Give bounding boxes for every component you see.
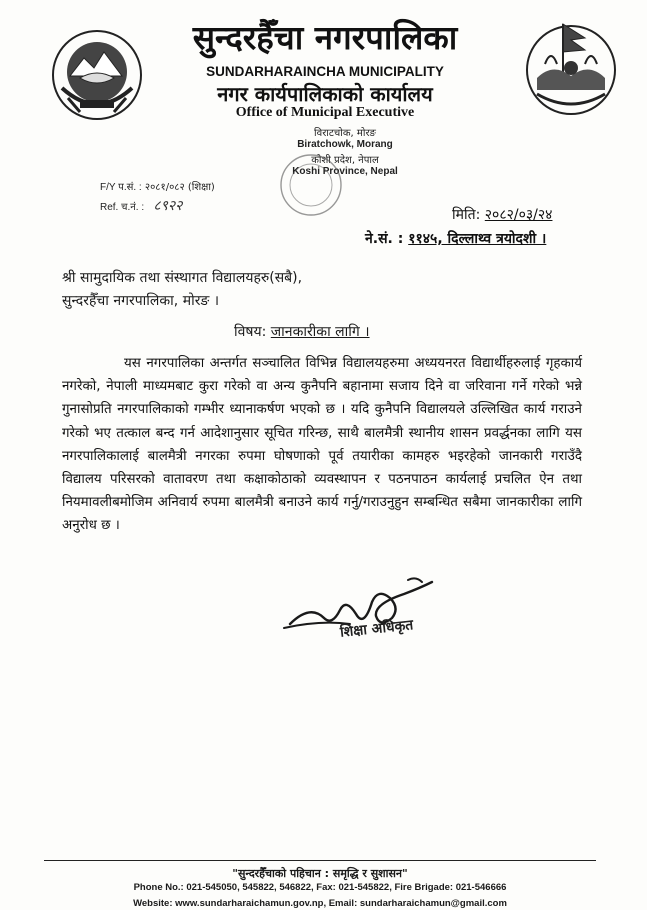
fiscal-year-value: २०८१/०८२ (शिक्षा) — [144, 182, 215, 193]
nepal-sambat-line — [365, 229, 546, 248]
signatory-title: शिक्षा अधिकृत — [339, 617, 415, 641]
municipality-title-english: SUNDARHARAINCHA MUNICIPALITY — [206, 64, 444, 79]
reference-number — [100, 196, 182, 215]
footer-slogan: "सुन्दरहैँचाको पहिचान : समृद्धि र सुशासन" — [232, 867, 408, 880]
address-english: Biratchowk, Morang — [297, 139, 393, 150]
office-title-english: Office of Municipal Executive — [235, 105, 415, 120]
date-line — [452, 205, 552, 224]
footer-website-email: Website: www.sundarharaichamun.gov.np, Email: sundarharaichamun@gmail.com — [133, 898, 507, 909]
province-nepali: कोशी प्रदेश, नेपाल — [311, 155, 379, 166]
fiscal-year — [100, 179, 215, 193]
municipality-title-nepali: सुन्दरहैँचा नगरपालिका — [192, 18, 458, 57]
recipient-line-1: श्री सामुदायिक तथा संस्थागत विद्यालयहरु(सबै), — [62, 270, 303, 286]
letter-body: यस नगरपालिका अन्तर्गत सञ्चालित विभिन्न विद्यालयहरुमा अध्ययनरत विद्यार्थीहरुलाई गृहकार्य नगरेको, नेपाली माध्यमबाट कुरा गरेको वा अन्य कुनैपनि बहानामा सजाय दिने वा जरिवाना गर्ने गरेको भन्ने गुनासोप्रति नगरपालिकाको गम्भीर ध्यानाकर्षण भएको छ । यदि कुनैपनि विद्यालयले उल्लिखित कार्य गराउने गरेको भए तत्काल बन्द गर्न आदेशानुसार सूचित गरिन्छ, साथै बालमैत्री स्थानीय शासन प्रवर्द्धनका लागि यस नगरपालिकालाई बालमैत्री नगरका रुपमा घोषणाको पूर्व तयारीका कामहरु भइरहेको जानकारी गराउँदै विद्यालय परिसरको वातावरण तथा कक्षाकोठाको व्यवस्थापन र पठनपाठन कार्यलाई प्रचलित ऐन तथा नियमावलीबमोजिम अनिवार्य रुपमा बालमैत्री बनाउने कार्य गर्नु/गराउनुहुन सम्बन्धित सबैमा जानकारीका लागि अनुरोध छ । — [62, 356, 582, 534]
recipient-line-2: सुन्दरहैँचा नगरपालिका, मोरङ । — [62, 293, 220, 309]
nepal-sambat-label: ने.सं. : — [365, 231, 404, 247]
province-english: Koshi Province, Nepal — [292, 166, 398, 177]
nepal-sambat-value: ११४५, दिल्लाथ्व त्रयोदशी । — [408, 231, 547, 247]
nepal-government-emblem-icon — [50, 28, 144, 122]
reference-label: Ref. च.नं. : — [100, 202, 145, 213]
date-label: मिति: — [452, 207, 481, 223]
municipality-logo-icon — [523, 18, 619, 118]
footer-divider — [44, 860, 596, 861]
office-stamp — [276, 150, 346, 220]
subject-value: जानकारीका लागि । — [270, 324, 370, 340]
date-value: २०८२/०३/२४ — [484, 207, 553, 223]
office-title-nepali: नगर कार्यपालिकाको कार्यालय — [217, 82, 433, 106]
subject-line — [234, 322, 370, 341]
subject-label: विषय: — [234, 324, 267, 340]
fiscal-year-label: F/Y प.सं. : — [100, 182, 142, 193]
address-nepali: विराटचोक, मोरङ — [314, 128, 376, 139]
footer-contact-phones: Phone No.: 021-545050, 545822, 546822, Fax: 021-545822, Fire Brigade: 021-546666 — [133, 882, 507, 893]
reference-value: ८९२२ — [153, 198, 183, 214]
